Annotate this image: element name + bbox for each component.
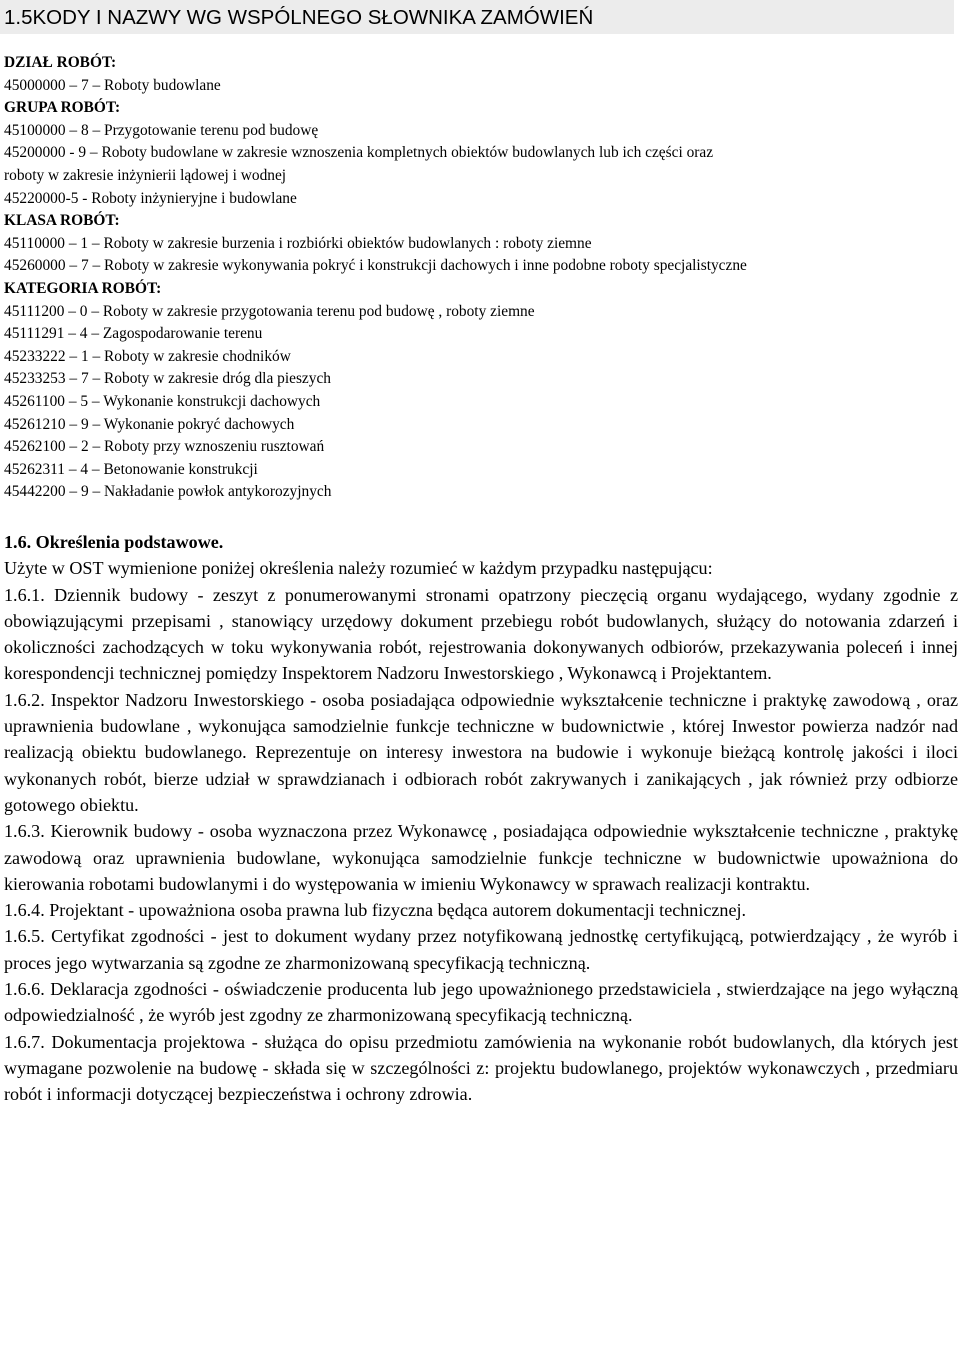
kategoria-code-line: 45261100 – 5 – Wykonanie konstrukcji dachowych bbox=[4, 392, 321, 410]
definitions-intro: Użyte w OST wymienione poniżej określenia należy rozumieć w każdym przypadku następującu: bbox=[4, 558, 713, 579]
kategoria-code-line: 45262311 – 4 – Betonowanie konstrukcji bbox=[4, 460, 258, 478]
grupa-heading: GRUPA ROBÓT: bbox=[4, 99, 121, 117]
document-page bbox=[4, 0, 958, 1105]
kategoria-code-line: 45261210 – 9 – Wykonanie pokryć dachowych bbox=[4, 415, 295, 433]
cpv-codes-section bbox=[4, 52, 958, 504]
klasa-code-line: 45260000 – 7 – Roboty w zakresie wykonywania pokryć i konstrukcji dachowych i inne podobne roboty specjalistyczne bbox=[4, 257, 747, 275]
definitions-section bbox=[4, 529, 958, 1108]
kategoria-heading: KATEGORIA ROBÓT: bbox=[4, 279, 162, 297]
kategoria-code-line: 45262100 – 2 – Roboty przy wznoszeniu rusztowań bbox=[4, 438, 325, 456]
definition-item: 1.6.4. Projektant - upoważniona osoba prawna lub fizyczna będąca autorem dokumentacji technicznej. bbox=[4, 900, 747, 921]
kategoria-code-line: 45111200 – 0 – Roboty w zakresie przygotowania terenu pod budowę , roboty ziemne bbox=[4, 302, 535, 320]
definitions-heading: 1.6. Określenia podstawowe. bbox=[4, 532, 224, 552]
klasa-code-line: 45110000 – 1 – Roboty w zakresie burzenia i rozbiórki obiektów budowlanych : roboty ziemne bbox=[4, 234, 592, 252]
page-title: 1.5KODY I NAZWY WG WSPÓLNEGO SŁOWNIKA ZAMÓWIEŃ bbox=[4, 6, 594, 29]
definition-item: 1.6.3. Kierownik budowy - osoba wyznaczona przez Wykonawcę , posiadająca odpowiednie wykształcenie techniczne , praktykę zawodową oraz uprawnienia budowlane, wykonująca samodzielnie funkcje techniczne w budownictwie upoważniona do kierowania robotami budowlanymi i do występowania w imieniu Wykonawcy w sprawach realizacji kontraktu. bbox=[4, 821, 958, 894]
grupa-code-line: 45100000 – 8 – Przygotowanie terenu pod budowę bbox=[4, 121, 319, 139]
grupa-code-line: roboty w zakresie inżynierii lądowej i wodnej bbox=[4, 166, 287, 184]
kategoria-code-line: 45111291 – 4 – Zagospodarowanie terenu bbox=[4, 325, 263, 343]
kategoria-code-line: 45233222 – 1 – Roboty w zakresie chodników bbox=[4, 347, 291, 365]
definition-item: 1.6.5. Certyfikat zgodności - jest to dokument wydany przez notyfikowaną jednostkę certyfikującą, potwierdzający , że wyrób i proces jego wytwarzania są zgodne ze zharmonizowaną specyfikacją techniczną. bbox=[4, 926, 958, 973]
klasa-heading: KLASA ROBÓT: bbox=[4, 212, 120, 230]
definition-item: 1.6.1. Dziennik budowy - zeszyt z ponumerowanymi stronami opatrzony pieczęcią organu wydającego, wydany zgodnie z obowiązującymi przepisami , stanowiący urzędowy dokument przebiegu robót budowlanych, służący do notowania zdarzeń i okoliczności zachodzących w toku wykonywania robót, rejestrowania dokonywanych odbiorów, przekazywania poleceń i innej korespondencji technicznej pomiędzy Inspektorem Nadzoru Inwestorskiego , Wykonawcą i Projektantem. bbox=[4, 584, 958, 684]
dzial-code-line: 45000000 – 7 – Roboty budowlane bbox=[4, 76, 221, 94]
kategoria-code-line: 45442200 – 9 – Nakładanie powłok antykorozyjnych bbox=[4, 483, 332, 501]
grupa-code-line: 45200000 - 9 – Roboty budowlane w zakresie wznoszenia kompletnych obiektów budowlanych lub ich części oraz bbox=[4, 144, 714, 162]
definition-item: 1.6.7. Dokumentacja projektowa - służąca do opisu przedmiotu zamówienia na wykonanie robót budowlanych, dla których jest wymagane pozwolenie na budowę - składa się w szczególności z: projektu budowlanego, projektów wykonawczych , przedmiaru robót i informacji dotyczącej bezpieczeństwa i ochrony zdrowia. bbox=[4, 1031, 958, 1105]
grupa-code-line: 45220000-5 - Roboty inżynieryjne i budowlane bbox=[4, 189, 297, 207]
definition-item: 1.6.6. Deklaracja zgodności - oświadczenie producenta lub jego upoważnionego przedstawiciela , stwierdzające na jego wyłączną odpowiedzialność , że wyrób jest zgodny ze zharmonizowaną specyfikacją techniczną. bbox=[4, 979, 958, 1026]
definition-item: 1.6.2. Inspektor Nadzoru Inwestorskiego - osoba posiadająca odpowiednie wykształcenie techniczne i praktykę zawodową , oraz uprawnienia budowlane , wykonująca samodzielnie funkcje techniczne w budownictwie , której Inwestor powierza nadzór nad realizacją obiektu budowlanego. Reprezentuje on interesy inwestora na budowie i wykonuje bieżącą kontrolę jakości i iloci wykonanych robót, bierze udział w sprawdzianach i odbiorach robót zakrywanych i zanikających , jak również przy odbiorze gotowego obiektu. bbox=[4, 689, 958, 815]
dzial-heading: DZIAŁ ROBÓT: bbox=[4, 54, 117, 71]
kategoria-code-line: 45233253 – 7 – Roboty w zakresie dróg dla pieszych bbox=[4, 370, 331, 388]
